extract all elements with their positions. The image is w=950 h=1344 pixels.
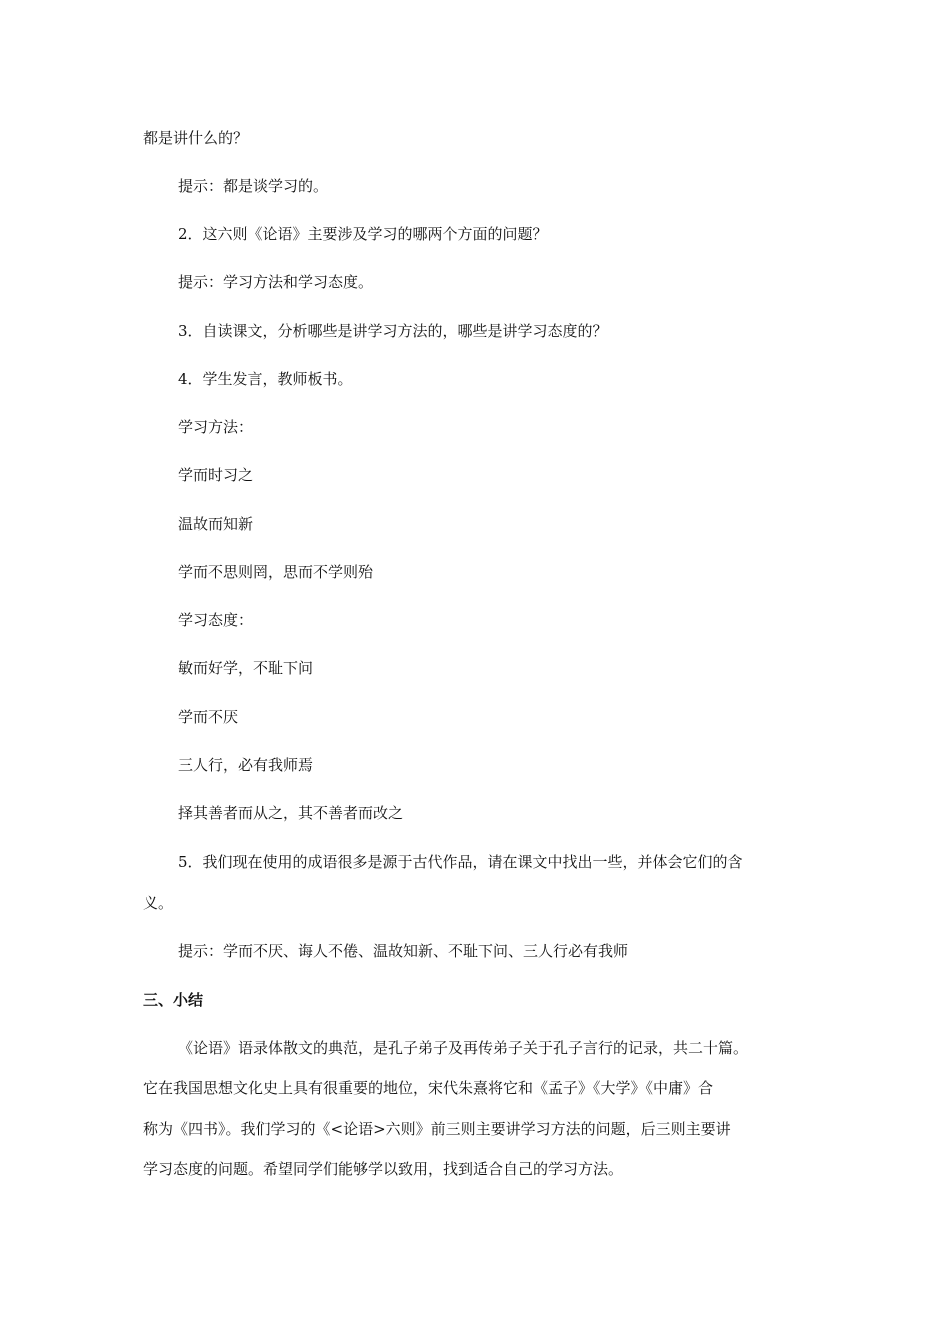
text-line: 称为《四书》。我们学习的《<论语>六则》前三则主要讲学习方法的问题，后三则主要讲 xyxy=(143,1120,731,1138)
text-line: 敏而好学，不耻下问 xyxy=(178,659,314,677)
text-line: 《论语》语录体散文的典范，是孔子弟子及再传弟子关于孔子言行的记录，共二十篇。 xyxy=(178,1039,749,1057)
text-line: 学习态度的问题。希望同学们能够学以致用，找到适合自己的学习方法。 xyxy=(143,1160,624,1178)
text-line: 2．这六则《论语》主要涉及学习的哪两个方面的问题？ xyxy=(178,225,548,243)
text-line: 4．学生发言，教师板书。 xyxy=(178,370,353,388)
text-line: 温故而知新 xyxy=(178,515,254,533)
text-line: 义。 xyxy=(143,894,174,912)
text-line: 学而时习之 xyxy=(178,466,254,484)
text-line: 它在我国思想文化史上具有很重要的地位，宋代朱熹将它和《孟子》《大学》《中庸》合 xyxy=(143,1079,714,1097)
text-line: 提示：都是谈学习的。 xyxy=(178,177,329,195)
text-line: 学习态度： xyxy=(178,611,254,629)
text-line: 都是讲什么的？ xyxy=(143,129,249,147)
text-line: 提示：学而不厌、诲人不倦、温故知新、不耻下问、三人行必有我师 xyxy=(178,942,629,960)
text-line: 学习方法： xyxy=(178,418,254,436)
text-line: 三人行，必有我师焉 xyxy=(178,756,314,774)
text-line: 学而不思则罔，思而不学则殆 xyxy=(178,563,374,581)
text-line: 提示：学习方法和学习态度。 xyxy=(178,273,374,291)
text-line: 择其善者而从之，其不善者而改之 xyxy=(178,804,404,822)
section-heading: 三、小结 xyxy=(143,991,204,1009)
text-line: 3．自读课文，分析哪些是讲学习方法的，哪些是讲学习态度的？ xyxy=(178,322,608,340)
text-line: 5．我们现在使用的成语很多是源于古代作品，请在课文中找出一些，并体会它们的含 xyxy=(178,853,743,871)
text-line: 学而不厌 xyxy=(178,708,239,726)
